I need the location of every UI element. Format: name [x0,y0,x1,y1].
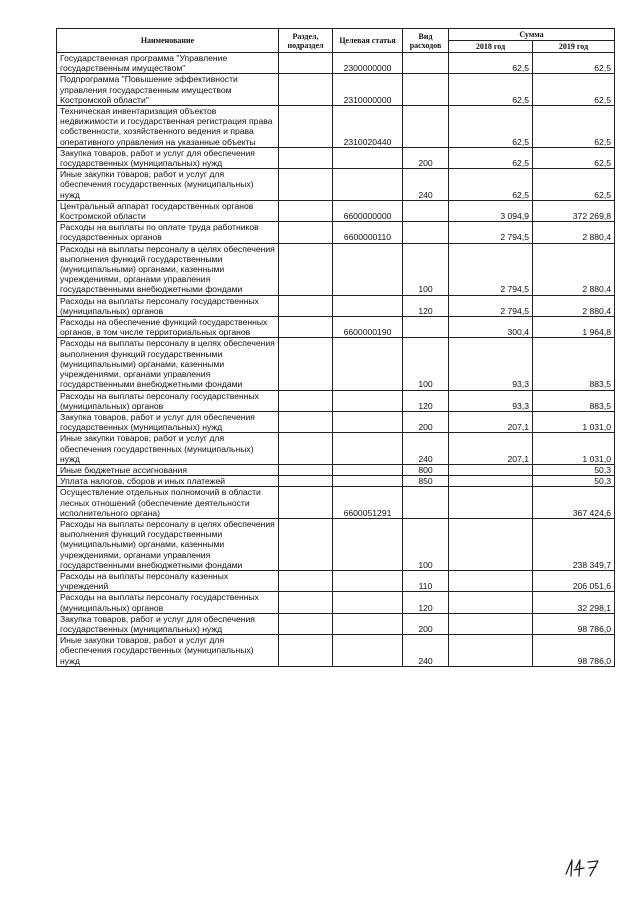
table-row [57,74,615,106]
cell-name: Подпрограмма "Повышение эффективности управления государственным имуществом Костромской области" [57,74,279,106]
cell-name: Иные закупки товаров, работ и услуг для обеспечения государственных (муниципальных) нужд [57,433,279,465]
cell-target [333,464,403,475]
cell-section [279,518,333,570]
cell-2019: 372 269,8 [533,200,615,221]
cell-2019: 62,5 [533,169,615,201]
table-row [57,518,615,570]
cell-name: Расходы на выплаты персоналу в целях обеспечения выполнения функций государственными (муниципальными) органами, казенными учреждениями, органами управления государственными внебюджетными фондами [57,243,279,295]
cell-name: Техническая инвентаризация объектов недвижимости и государственная регистрация права собственности, хозяйственного ведения и права оперативного управления на указанные объекты [57,106,279,148]
cell-2019: 1 031,0 [533,433,615,465]
cell-2019: 2 880,4 [533,295,615,316]
cell-type: 100 [403,243,449,295]
cell-name: Иные закупки товаров, работ и услуг для обеспечения государственных (муниципальных) нужд [57,635,279,667]
cell-target: 2300000000 [333,53,403,74]
cell-2019: 1 964,8 [533,317,615,338]
cell-2018: 62,5 [449,74,533,106]
cell-target [333,411,403,432]
cell-section [279,613,333,634]
cell-2018: 93,3 [449,390,533,411]
table-header [57,29,615,53]
cell-type [403,53,449,74]
cell-type [403,200,449,221]
cell-name: Расходы на выплаты персоналу казенных учреждений [57,570,279,591]
cell-type [403,487,449,519]
table-row [57,222,615,243]
cell-2019: 62,5 [533,53,615,74]
cell-section [279,433,333,465]
table-row [57,592,615,613]
cell-2019: 883,5 [533,338,615,390]
table-row [57,390,615,411]
header-sum: Сумма [449,29,615,41]
cell-type: 100 [403,338,449,390]
cell-2019: 62,5 [533,106,615,148]
cell-2018: 2 794,5 [449,295,533,316]
cell-2018 [449,487,533,519]
cell-section [279,592,333,613]
cell-target [333,243,403,295]
cell-2018 [449,592,533,613]
table-row [57,433,615,465]
cell-2019: 98 786,0 [533,635,615,667]
cell-2018: 62,5 [449,147,533,168]
cell-target: 6600000190 [333,317,403,338]
cell-target [333,570,403,591]
cell-2019: 206 051,6 [533,570,615,591]
cell-target: 6600000000 [333,200,403,221]
cell-2018: 2 794,5 [449,243,533,295]
table-row [57,487,615,519]
cell-type: 100 [403,518,449,570]
cell-type: 240 [403,433,449,465]
cell-section [279,570,333,591]
cell-type: 120 [403,592,449,613]
cell-name: Иные бюджетные ассигнования [57,464,279,475]
cell-target: 6600051291 [333,487,403,519]
cell-target [333,518,403,570]
cell-type [403,74,449,106]
budget-table [56,28,615,667]
table-row [57,570,615,591]
cell-type: 240 [403,169,449,201]
cell-2018: 62,5 [449,169,533,201]
cell-section [279,338,333,390]
cell-target: 2310020440 [333,106,403,148]
cell-section [279,147,333,168]
cell-name: Расходы на выплаты персоналу в целях обеспечения выполнения функций государственными (муниципальными) органами, казенными учреждениями, органами управления государственными внебюджетными фондами [57,338,279,390]
cell-type [403,317,449,338]
table-row [57,106,615,148]
cell-type: 200 [403,411,449,432]
cell-section [279,476,333,487]
cell-type: 200 [403,613,449,634]
cell-section [279,411,333,432]
cell-2019: 2 880,4 [533,243,615,295]
cell-target [333,433,403,465]
table-row [57,613,615,634]
table-row [57,169,615,201]
cell-name: Расходы на обеспечение функций государственных органов, в том числе территориальных органов [57,317,279,338]
cell-type: 200 [403,147,449,168]
cell-2018 [449,464,533,475]
cell-2019: 367 424,6 [533,487,615,519]
cell-2018: 207,1 [449,433,533,465]
cell-2018: 2 794,5 [449,222,533,243]
cell-type: 120 [403,295,449,316]
handwritten-page-number [562,856,612,880]
header-name: Наименование [57,29,279,53]
table-row [57,317,615,338]
cell-section [279,390,333,411]
table-row [57,411,615,432]
cell-name: Центральный аппарат государственных органов Костромской области [57,200,279,221]
cell-2018: 3 094,9 [449,200,533,221]
cell-type: 240 [403,635,449,667]
cell-name: Расходы на выплаты персоналу в целях обеспечения выполнения функций государственными (муниципальными) органами, казенными учреждениями, органами управления государственными внебюджетными фондами [57,518,279,570]
cell-name: Закупка товаров, работ и услуг для обеспечения государственных (муниципальных) нужд [57,411,279,432]
cell-2019: 50,3 [533,476,615,487]
cell-target [333,147,403,168]
cell-name: Расходы на выплаты персоналу государственных (муниципальных) органов [57,390,279,411]
cell-name: Закупка товаров, работ и услуг для обеспечения государственных (муниципальных) нужд [57,147,279,168]
cell-section [279,222,333,243]
table-row [57,295,615,316]
cell-section [279,464,333,475]
cell-target [333,635,403,667]
header-2019: 2019 год [533,41,615,53]
cell-2018 [449,570,533,591]
cell-type: 850 [403,476,449,487]
cell-name: Расходы на выплаты персоналу государственных (муниципальных) органов [57,592,279,613]
header-type: Вид расходов [403,29,449,53]
header-2018: 2018 год [449,41,533,53]
cell-section [279,635,333,667]
cell-name: Расходы на выплаты по оплате труда работников государственных органов [57,222,279,243]
cell-target [333,169,403,201]
cell-2018: 300,4 [449,317,533,338]
cell-target [333,476,403,487]
cell-type: 800 [403,464,449,475]
cell-2019: 1 031,0 [533,411,615,432]
cell-type [403,106,449,148]
cell-section [279,295,333,316]
cell-type [403,222,449,243]
cell-target [333,613,403,634]
cell-2019: 2 880,4 [533,222,615,243]
cell-2019: 883,5 [533,390,615,411]
cell-2019: 50,3 [533,464,615,475]
cell-type: 110 [403,570,449,591]
cell-target [333,338,403,390]
header-target: Целевая статья [333,29,403,53]
cell-target [333,295,403,316]
cell-2019: 238 349,7 [533,518,615,570]
table-body [57,53,615,667]
cell-2018 [449,613,533,634]
cell-target: 2310000000 [333,74,403,106]
cell-section [279,53,333,74]
cell-2019: 32 298,1 [533,592,615,613]
cell-target: 6600000110 [333,222,403,243]
cell-2018 [449,476,533,487]
cell-2018 [449,518,533,570]
cell-section [279,74,333,106]
cell-section [279,243,333,295]
table-row [57,476,615,487]
cell-section [279,169,333,201]
cell-2018: 93,3 [449,338,533,390]
cell-section [279,317,333,338]
table-row [57,464,615,475]
cell-2019: 98 786,0 [533,613,615,634]
cell-2018 [449,635,533,667]
cell-name: Расходы на выплаты персоналу государственных (муниципальных) органов [57,295,279,316]
table-row [57,53,615,74]
cell-2018: 62,5 [449,53,533,74]
table-row [57,200,615,221]
cell-section [279,106,333,148]
cell-name: Закупка товаров, работ и услуг для обеспечения государственных (муниципальных) нужд [57,613,279,634]
table-row [57,338,615,390]
cell-name: Иные закупки товаров, работ и услуг для обеспечения государственных (муниципальных) нужд [57,169,279,201]
cell-name: Уплата налогов, сборов и иных платежей [57,476,279,487]
table-row [57,147,615,168]
cell-name: Осуществление отдельных полномочий в области лесных отношений (обеспечение деятельности исполнительного органа) [57,487,279,519]
cell-section [279,200,333,221]
header-section: Раздел, подраздел [279,29,333,53]
cell-target [333,390,403,411]
table-row [57,243,615,295]
cell-2018: 62,5 [449,106,533,148]
cell-name: Государственная программа "Управление государственным имуществом" [57,53,279,74]
table-row [57,635,615,667]
cell-type: 120 [403,390,449,411]
cell-2018: 207,1 [449,411,533,432]
cell-target [333,592,403,613]
cell-2019: 62,5 [533,147,615,168]
cell-section [279,487,333,519]
cell-2019: 62,5 [533,74,615,106]
